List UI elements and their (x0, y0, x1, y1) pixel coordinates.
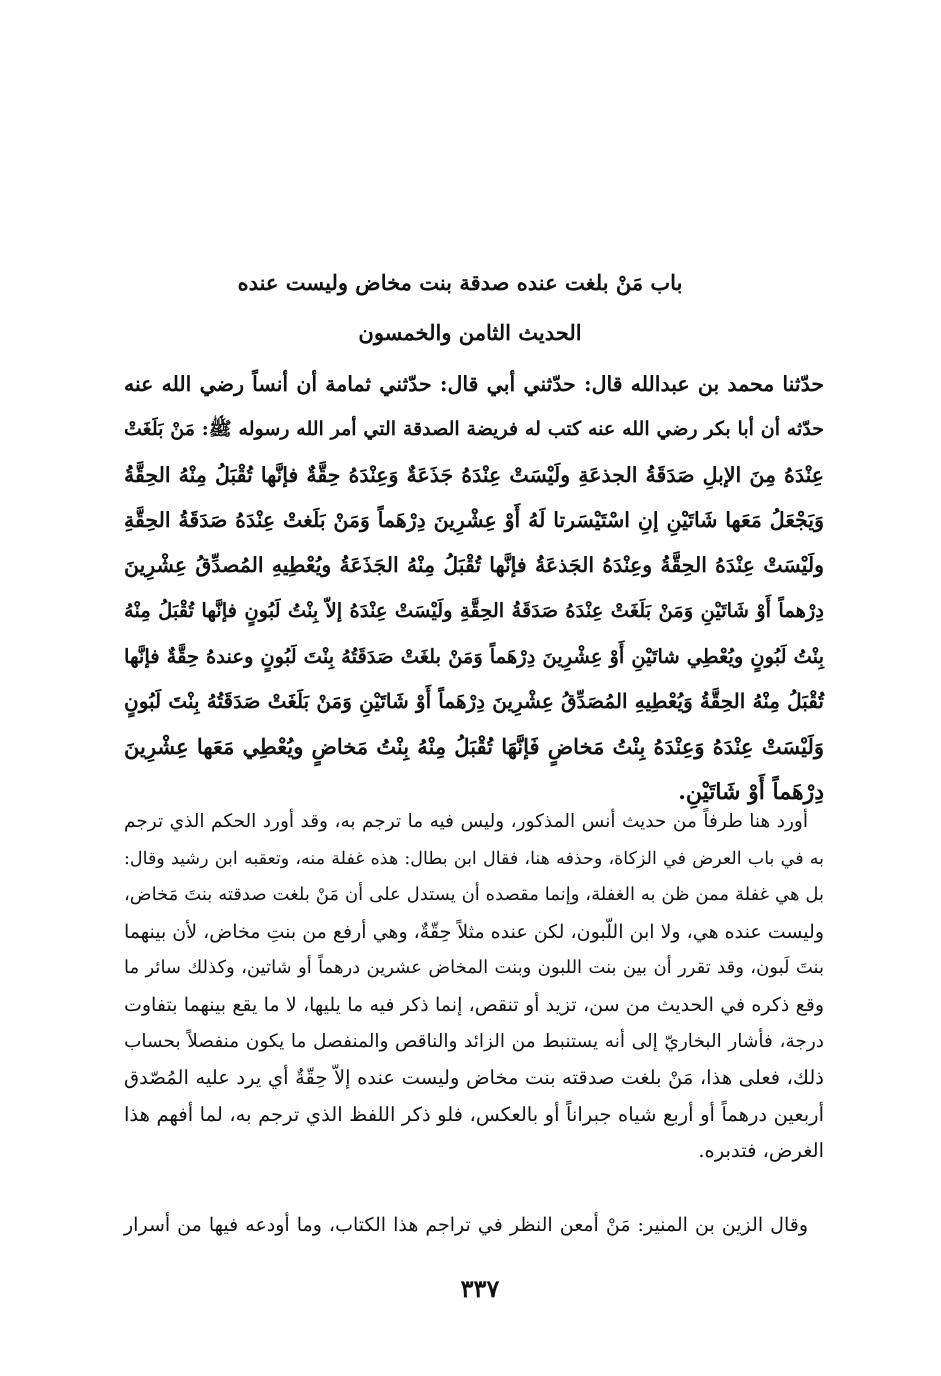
commentary-line: أربعين درهماً أو أربع شياه جبراناً أو بالعكس، فلو ذكر اللفظ الذي ترجم به، لما أفهم هذا (124, 1102, 824, 1126)
commentary-line: ذلك، فعلى هذا، مَنْ بلغت صدقته بنت مخاض وليست عنده إلاّ حِقّةٌ أي يرد عليه المُصّدق (124, 1066, 824, 1090)
chapter-title: باب مَنْ بلغت عنده صدقة بنت مخاض وليست عنده (237, 270, 683, 295)
hadith-line: تُقْبَلُ مِنْهُ الحِقَّةُ وَيُعْطِيهِ المُصَدِّقُ عِشْرِينَ دِرْهَماً أَوْ شَاتَيْنِ وَمَنْ بَلَغَتْ صَدَقَتُهُ بِنْتَ لَبُونٍ (124, 689, 824, 714)
hadith-line: دِرْهماً أَوْ شَاتَيْنِ وَمَنْ بَلَغَتْ عِنْدَهُ صَدَقَةُ الحِقَّةِ ولَيْسَتْ عِنْدَهُ إلاّ بِنْتُ لَبُونٍ فإنَّها تُقْبَلُ مِنْهُ (124, 599, 824, 623)
next-paragraph-start: وقال الزين بن المنير: مَنْ أمعن النظر في تراجم هذا الكتاب، وما أودعه فيها من أسرار (124, 1214, 808, 1236)
hadith-line: بِنْتُ لَبُونٍ ويُعْطِي شاتَيْنِ أَوْ عِشْرِينَ دِرْهَماً وَمَنْ بلغَتْ صَدَقَتُهُ بِنْتَ لَبُونٍ وعندهُ حِقَّةٌ فإنَّها (124, 644, 824, 668)
hadith-line: حدّثه أن أبا بكر رضي الله عنه كتب له فريضة الصدقة التي أمر الله رسوله ﷺ: مَنْ بَلَغَتْ (124, 418, 824, 441)
hadith-line: وَلَيْسَتْ عِنْدَهُ وَعِنْدَهُ بِنْتُ مَخاضٍ فَإنَّهَا تُقْبَلُ مِنْهُ بِنْتُ مَخاضٍ ويُعْطِي مَعَها عِشْرِينَ (124, 734, 824, 760)
commentary-line: وليست عنده هي، ولا ابن اللّبون، لكن عنده مثلاً حِقّةٌ، وهي أرفع من بنتِ مخاض، لأن بينهما (123, 920, 824, 943)
hadith-number-heading: الحديث الثامن والخمسون (358, 320, 582, 345)
commentary-line: وقع ذكره في الحديث من سن، تزيد أو تنقص، إنما ذكر فيه ما يليها، لا ما يقع بينهما بتفاوت (124, 993, 824, 1016)
hadith-line: ولَيْسَتْ عِنْدَهُ الحِقَّةُ وعِنْدَهُ الجَذعَةُ فإنَّها تُقْبَلُ مِنْهُ الجَذَعَةُ ويُعْطِيهِ المُصدِّقُ عِشْرِينَ (124, 553, 824, 578)
hadith-line: عِنْدَهُ مِنَ الإبلِ صَدَقَةُ الجذعَةِ ولَيْسَتْ عِنْدَهُ جَذَعَةٌ وَعِنْدَهُ حِقَّةٌ فإنَّها تُقْبَلُ مِنْهُ الحِقَّةُ (124, 462, 824, 487)
commentary-line: أورد هنا طرفاً من حديث أنس المذكور، وليس فيه ما ترجم به، وقد أورد الحكم الذي ترجم (124, 811, 808, 832)
commentary-line: بل هي غفلة ممن ظن به الغفلة، وإنما مقصده أن يستدل على أن مَنْ بلغت صدقته بنتَ مَخاض، (124, 884, 824, 906)
hadith-text (124, 362, 824, 815)
commentary-line: درجة، فأشار البخاريّ إلى أنه يستنبط من الزائد والناقص والمنفصل ما يكون منفصلاً بحساب (124, 1030, 824, 1052)
commentary-line: به في باب العرض في الزكاة، وحذفه هنا، فقال ابن بطال: هذه غفلة منه، وتعقبه ابن رشيد وقال: (124, 848, 824, 869)
commentary-paragraph (124, 804, 824, 1170)
hadith-line: حدّثنا محمد بن عبدالله قال: حدّثني أبي قال: حدّثني ثمامة أن أنساً رضي الله عنه (124, 372, 824, 396)
commentary-line: بنتَ لَبون، وقد تقرر أن بين بنت اللبون وبنت المخاض عشرين درهماً أو شاتين، وكذلك سائر ما (124, 957, 824, 979)
hadith-line: وَيَجْعَلُ مَعَها شَاتَيْنِ إنِ اسْتَيْسَرتا لَهُ أَوْ عِشْرِينَ دِرْهَماً وَمَنْ بَلَغتْ عِنْدَهُ صَدَقَةُ الحِقَّةِ (124, 507, 824, 532)
commentary-line: الغرض، فتدبره. (698, 1139, 824, 1163)
hadith-line: دِرْهَماً أَوْ شَاتَيْنِ. (678, 778, 824, 805)
page-number: ٣٣٧ (460, 1274, 500, 1303)
